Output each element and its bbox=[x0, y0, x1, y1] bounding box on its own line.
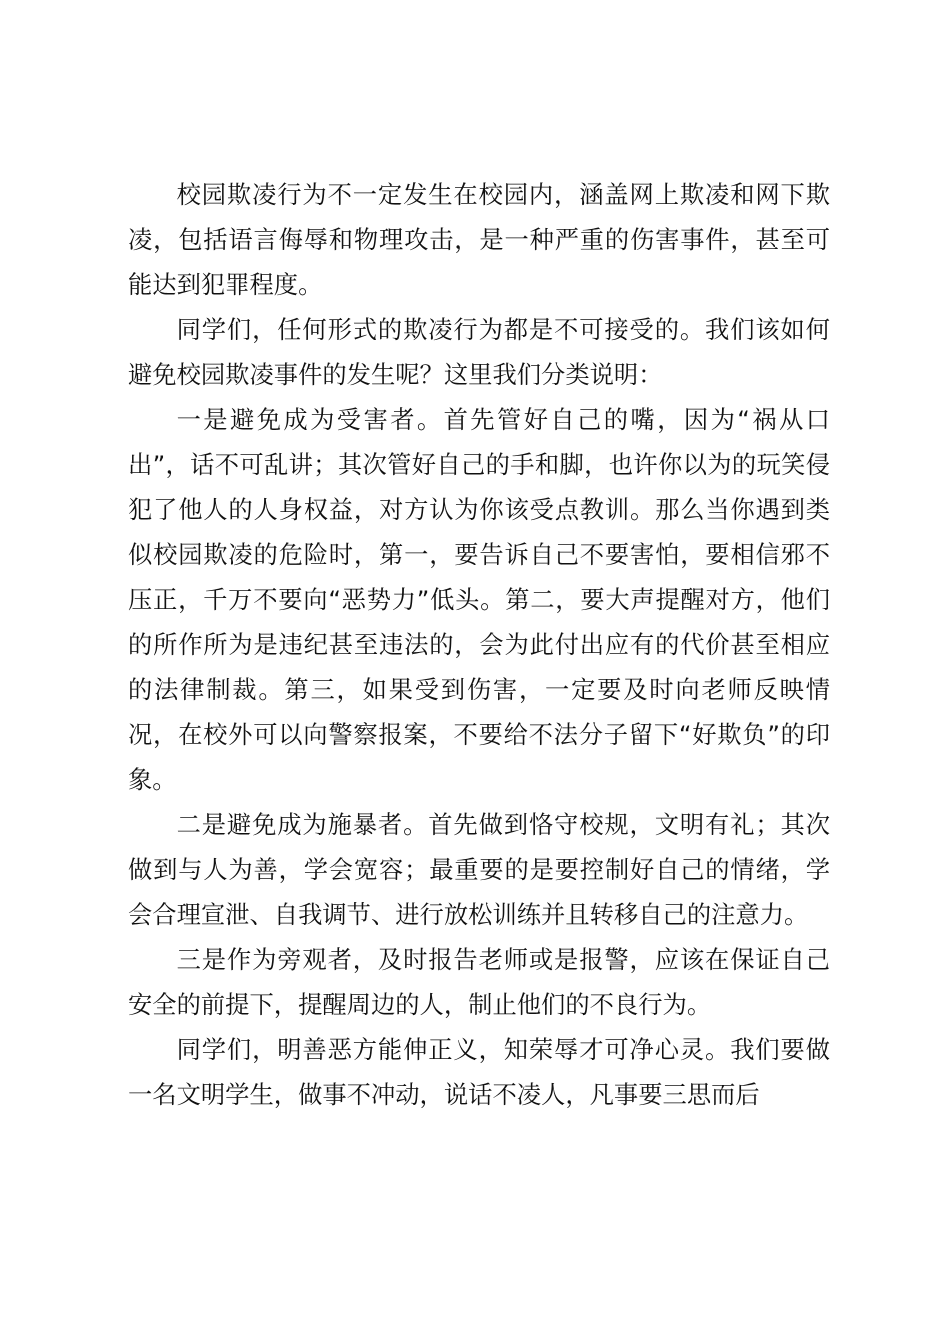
paragraph-avoid-victim: 一是避免成为受害者。首先管好自己的嘴，因为“祸从口出”，话不可乱讲；其次管好自己的手和脚，也许你以为的玩笑侵犯了他人的人身权益，对方认为你该受点教训。那么当你遇到类似校园欺凌的危险时，第一，要告诉自己不要害怕，要相信邪不压正，千万不要向“恶势力”低头。第二，要大声提醒对方，他们的所作所为是违纪甚至违法的，会为此付出应有的代价甚至相应的法律制裁。第三，如果受到伤害，一定要及时向老师反映情况，在校外可以向警察报案，不要给不法分子留下“好欺负”的印象。 bbox=[128, 405, 830, 794]
paragraph-avoid-bully: 二是避免成为施暴者。首先做到恪守校规，文明有礼；其次做到与人为善，学会宽容；最重要的是要控制好自己的情绪，学会合理宣泄、自我调节、进行放松训练并且转移自己的注意力。 bbox=[128, 810, 830, 929]
paragraph-introduction: 同学们，任何形式的欺凌行为都是不可接受的。我们该如何避免校园欺凌事件的发生呢？这里我们分类说明： bbox=[128, 315, 830, 389]
paragraph-bullying-definition: 校园欺凌行为不一定发生在校园内，涵盖网上欺凌和网下欺凌，包括语言侮辱和物理攻击，是一种严重的伤害事件，甚至可能达到犯罪程度。 bbox=[128, 180, 830, 299]
document-page bbox=[128, 172, 830, 1117]
paragraph-bystander: 三是作为旁观者，及时报告老师或是报警，应该在保证自己安全的前提下，提醒周边的人，制止他们的不良行为。 bbox=[128, 945, 830, 1019]
paragraph-conclusion: 同学们，明善恶方能伸正义，知荣辱才可净心灵。我们要做一名文明学生，做事不冲动，说话不凌人，凡事要三思而后 bbox=[128, 1035, 830, 1109]
